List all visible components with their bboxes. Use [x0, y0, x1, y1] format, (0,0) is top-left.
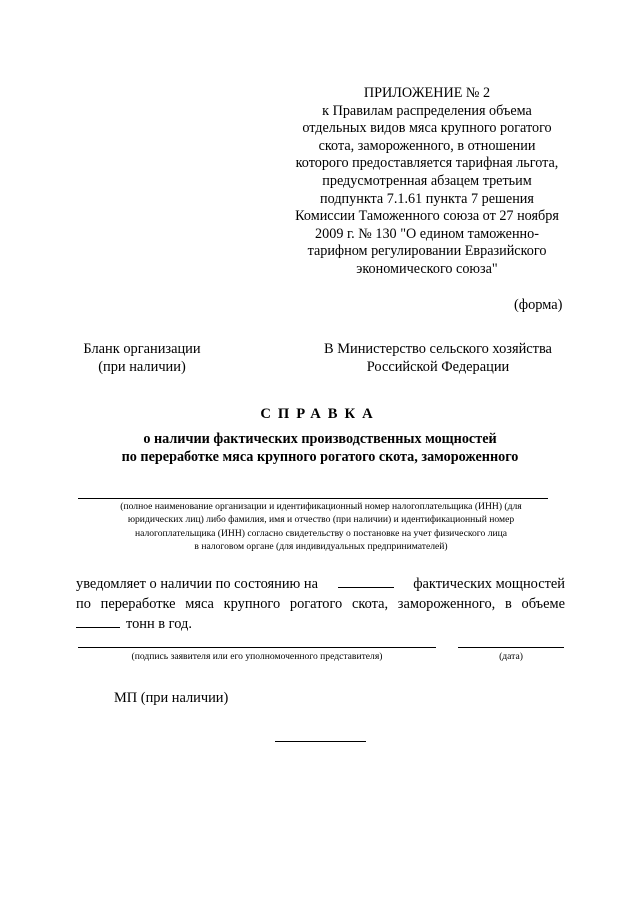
- body-text: фактических мощностей: [413, 576, 565, 592]
- body-word: рогатого: [289, 596, 343, 612]
- body-line-3: [76, 614, 565, 634]
- date-field[interactable]: [458, 647, 564, 648]
- organization-letterhead: [72, 340, 212, 376]
- body-word: объеме: [521, 596, 565, 612]
- signature-caption: (подпись заявителя или его уполномоченного представителя): [131, 651, 383, 662]
- appendix-line: Комиссии Таможенного союза от 27 ноября: [295, 208, 559, 225]
- body-word: замороженного,: [397, 596, 496, 612]
- subtitle-line: о наличии фактических производственных мощностей: [143, 431, 497, 447]
- stamp-place-label: МП (при наличии): [114, 690, 229, 706]
- body-word: переработке: [100, 596, 176, 612]
- closing-separator: [275, 741, 366, 742]
- body-line-2: [76, 594, 565, 614]
- volume-blank-field[interactable]: [76, 614, 120, 628]
- addressee: [312, 340, 564, 376]
- body-word: мяса: [185, 596, 214, 612]
- organization-name-field[interactable]: [78, 498, 548, 499]
- note-line: налогоплательщика (ИНН) согласно свидетельству о постановке на учет физического лица: [134, 527, 508, 539]
- body-word: в: [504, 596, 512, 612]
- notification-text: [76, 574, 565, 634]
- body-text: уведомляет о наличии по состоянию на: [76, 576, 318, 592]
- document-subtitle: [0, 430, 640, 466]
- body-text: тонн в год.: [126, 616, 192, 632]
- appendix-line: отдельных видов мяса крупного рогатого: [302, 120, 552, 137]
- appendix-line: 2009 г. № 130 "О едином таможенно-: [315, 225, 539, 242]
- appendix-header: [268, 85, 586, 279]
- appendix-line: к Правилам распределения объема: [322, 102, 532, 119]
- appendix-line: тарифном регулировании Евразийского: [307, 243, 547, 260]
- note-line: юридических лиц) либо фамилия, имя и отчество (при наличии) и идентификационный номер: [127, 514, 515, 526]
- appendix-line: которого предоставляется тарифная льгота,: [295, 155, 559, 172]
- organization-name-note: [78, 500, 564, 554]
- date-blank-field[interactable]: [338, 574, 394, 588]
- appendix-line: экономического союза": [356, 260, 498, 277]
- note-line: в налоговом органе (для индивидуальных предпринимателей): [194, 541, 448, 553]
- appendix-line: подпункта 7.1.61 пункта 7 решения: [320, 190, 534, 207]
- subtitle-line: по переработке мяса крупного рогатого скота, замороженного: [121, 449, 519, 465]
- form-label: (форма): [514, 297, 563, 313]
- letterhead-line: Бланк организации: [83, 341, 201, 357]
- addressee-line: В Министерство сельского хозяйства: [324, 341, 552, 357]
- appendix-line: предусмотренная абзацем третьим: [322, 172, 532, 189]
- note-line: (полное наименование организации и идентификационный номер налогоплательщика (ИНН) (для: [120, 501, 522, 512]
- addressee-line: Российской Федерации: [366, 359, 510, 375]
- document-title: СПРАВКА: [260, 406, 380, 422]
- body-line-1: [76, 574, 565, 594]
- letterhead-line: (при наличии): [98, 359, 186, 375]
- signature-field[interactable]: [78, 647, 436, 648]
- body-word: скота,: [351, 596, 389, 612]
- body-word: крупного: [223, 596, 281, 612]
- body-word: по: [76, 596, 91, 612]
- date-caption: (дата): [499, 651, 523, 662]
- appendix-line: скота, замороженного, в отношении: [318, 137, 536, 154]
- appendix-title: ПРИЛОЖЕНИЕ № 2: [363, 85, 491, 101]
